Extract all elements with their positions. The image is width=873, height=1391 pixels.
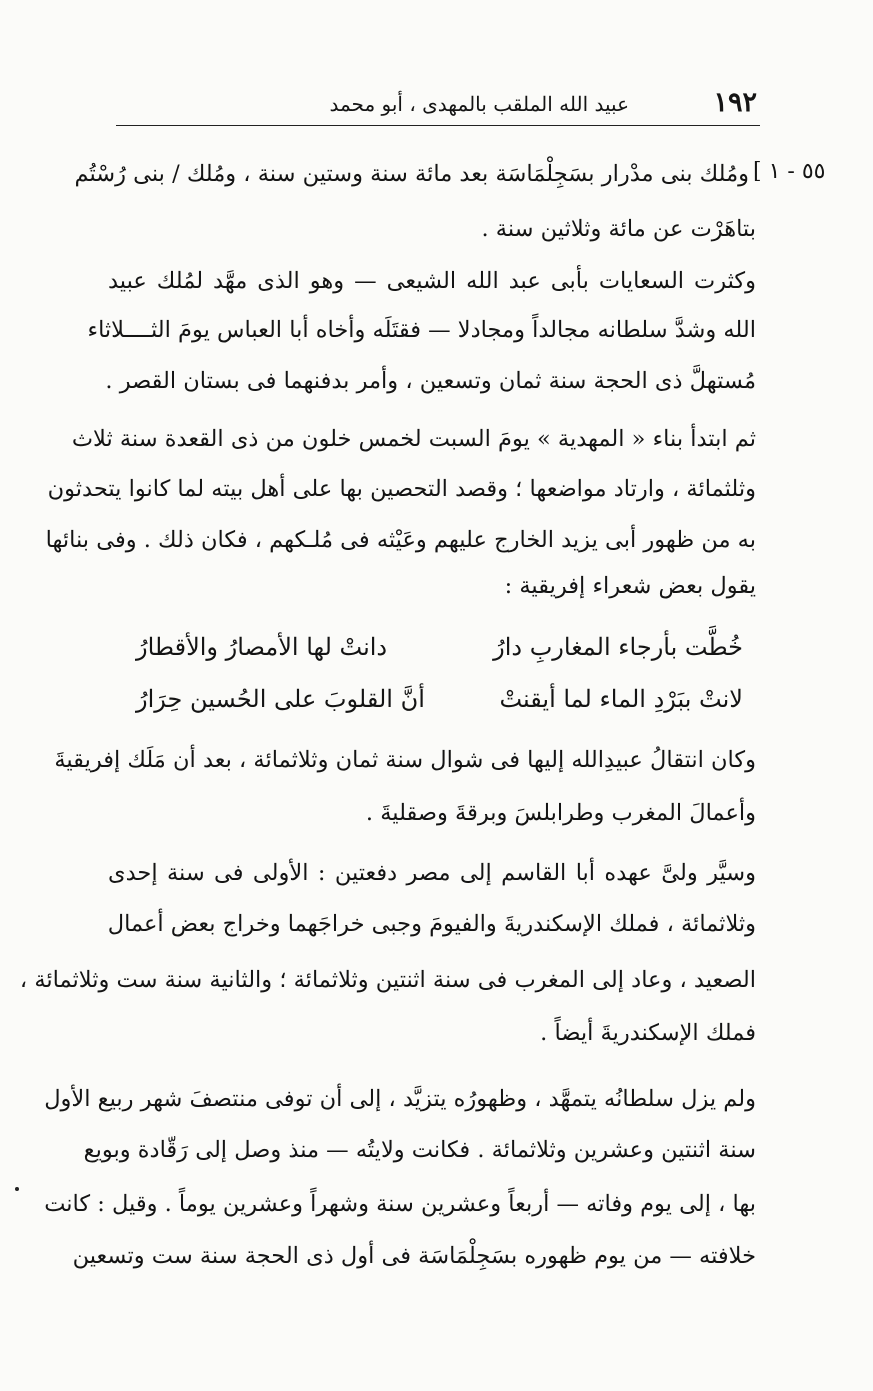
- body-line: خلافته — من يوم ظهوره بسَجِلْمَاسَة فى أول ذى الحجة سنة ست وتسعين: [72, 1243, 756, 1269]
- body-line: سنة اثنتين وعشرين وثلاثمائة . فكانت ولايتُه — منذ وصل إلى رَقّادة وبويع: [83, 1137, 756, 1163]
- body-line: ولم يزل سلطانُه يتمهَّد ، وظهورُه يتزيَّد ، إلى أن توفى منتصفَ شهر ربيع الأول: [44, 1086, 756, 1112]
- running-title: عبيد الله الملقب بالمهدى ، أبو محمد: [329, 92, 629, 116]
- body-line: وثلاثمائة ، فملك الإسكندريةَ والفيومَ وجبى خراجَهما وخراج بعض أعمال: [107, 911, 756, 937]
- body-line: وسيَّر ولىَّ عهده أبا القاسم إلى مصر دفعتين : الأولى فى سنة إحدى: [108, 860, 756, 886]
- poem-verse-2-second-hemistich: أنَّ القلوبَ على الحُسين حِرَارُ: [136, 685, 425, 713]
- poem-verse-1-second-hemistich: دانتْ لها الأمصارُ والأقطارُ: [136, 633, 388, 661]
- body-line: مُستهلَّ ذى الحجة سنة ثمان وتسعين ، وأمر بدفنهما فى بستان القصر .: [105, 368, 756, 394]
- body-line: به من ظهور أبى يزيد الخارج عليهم وعَيْثه فى مُلـكهم ، فكان ذلك . وفى بنائها: [45, 527, 756, 553]
- body-line: الصعيد ، وعاد إلى المغرب فى سنة اثنتين وثلاثمائة ؛ والثانية سنة ست وثلاثمائة ،: [19, 967, 756, 993]
- page-header: [117, 88, 757, 128]
- body-line: يقول بعض شعراء إفريقية :: [504, 573, 756, 599]
- body-line: الله وشدَّ سلطانه مجالداً ومجادلا — فقتَلَه وأخاه أبا العباس يومَ الثــــلاثاء: [87, 317, 756, 343]
- body-line: بتاهَرْت عن مائة وثلاثين سنة .: [481, 216, 756, 242]
- body-line: بها ، إلى يوم وفاته — أربعاً وعشرين سنة وشهراً وعشرين يوماً . وقيل : كانت: [44, 1191, 756, 1217]
- poem-verse-2-first-hemistich: لانتْ ببَرْدِ الماء لما أيقنتْ: [499, 685, 743, 713]
- margin-dot: [15, 1187, 19, 1191]
- side-reference: [ ٥٥ - ١: [753, 159, 826, 184]
- body-line: وأعمالَ المغرب وطرابلسَ وبرقةَ وصقليةَ .: [365, 800, 756, 826]
- body-line: ثم ابتدأ بناء « المهدية » يومَ السبت لخمس خلون من ذى القعدة سنة ثلاث: [71, 426, 756, 452]
- poem-verse-1-first-hemistich: خُطَّت بأرجاء المغاربِ دارُ: [493, 633, 743, 661]
- body-line: وثلثمائة ، وارتاد مواضعها ؛ وقصد التحصين بها على أهل بيته لما كانوا يتحدثون: [47, 476, 756, 502]
- page-number: ١٩٢: [713, 87, 757, 118]
- body-line: فملك الإسكندريةَ أيضاً .: [540, 1020, 756, 1046]
- body-line: وكان انتقالُ عبيدِالله إليها فى شوال سنة ثمان وثلاثمائة ، بعد أن مَلَك إفريقيةَ: [54, 747, 756, 773]
- body-line: وكثرت السعايات بأبى عبد الله الشيعى — وهو الذى مهَّد لمُلك عبيد: [108, 268, 756, 294]
- header-rule: [116, 125, 760, 126]
- body-line: ومُلك بنى مدْرار بسَجِلْمَاسَة بعد مائة سنة وستين سنة ، ومُلك / بنى رُسْتُم: [74, 161, 749, 187]
